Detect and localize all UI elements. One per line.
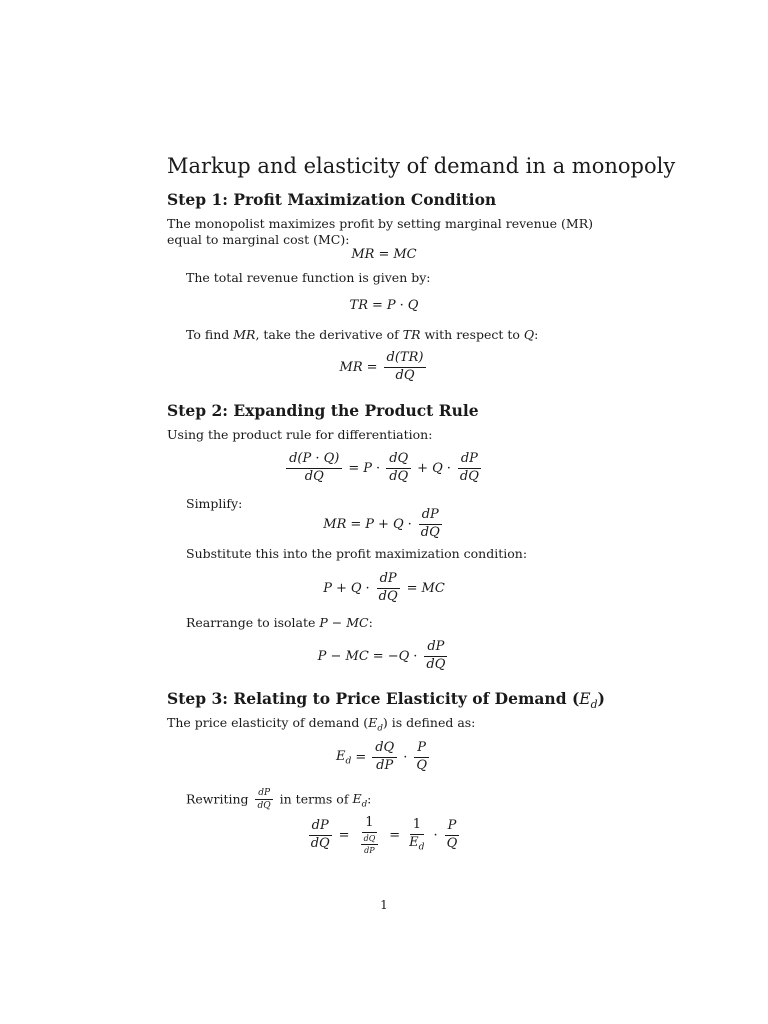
section-heading-step1: Step 1: Profit Maximization Condition [167, 190, 497, 209]
page-title: Markup and elasticity of demand in a monopoly [167, 154, 676, 178]
equation-product-rule: $\frac{d(P \cdot Q)}{dQ}$ = P · $\frac{dQ}{dQ}$ + Q · $\frac{dP}{dQ}$ [167, 452, 601, 485]
equation-elasticity: $E_d$ = $\frac{dQ}{dP}$ · $\frac{P}{Q}$ [167, 741, 601, 774]
paragraph-step1-intro: The monopolist maximizes profit by setting marginal revenue (MR) equal to marginal cost (MC): [167, 216, 594, 247]
page-number: 1 [380, 898, 388, 912]
paragraph-tr-intro: The total revenue function is given by: [186, 270, 431, 285]
equation-markup: P − MC = −Q · $\frac{dP}{dQ}$ [167, 640, 601, 673]
equation-p-plus-q-dpdq: P + Q · $\frac{dP}{dQ}$ = MC [323, 571, 445, 604]
paragraph-substitute: Substitute this into the profit maximization condition: [186, 546, 528, 561]
paragraph-rearrange: Rearrange to isolate P − MC: [186, 615, 373, 630]
section-heading-step2: Step 2: Expanding the Product Rule [167, 401, 479, 420]
paragraph-simplify: Simplify: [186, 496, 243, 511]
paragraph-elasticity-definition: The price elasticity of demand $(E_d)$ is defined as: [167, 715, 476, 734]
equation-tr-definition: TR = P · Q [349, 298, 419, 313]
paragraph-product-rule-intro: Using the product rule for differentiation: [167, 427, 433, 442]
equation-dpdq-elasticity: $\frac{dP}{dQ}$ = $\frac{1}{\frac{dQ}{dP}}$ = $\frac{1}{E_d}$ · $\frac{P}{Q}$ [167, 816, 601, 855]
section-heading-step3: Step 3: Relating to Price Elasticity of Demand $(E_d)$ [167, 689, 605, 712]
equation-mr-equals-mc: MR = MC [351, 247, 417, 262]
equation-mr-simplified: MR = P + Q · $\frac{dP}{dQ}$ [167, 508, 601, 541]
equation-mr-derivative: MR = $\frac{d(TR)}{dQ}$ [167, 351, 601, 384]
paragraph-mr-intro: To find MR, take the derivative of TR with respect to Q: [186, 327, 539, 342]
paragraph-rewriting: Rewriting $\frac{dP}{dQ}$ in terms of $E_d$: [186, 788, 372, 812]
